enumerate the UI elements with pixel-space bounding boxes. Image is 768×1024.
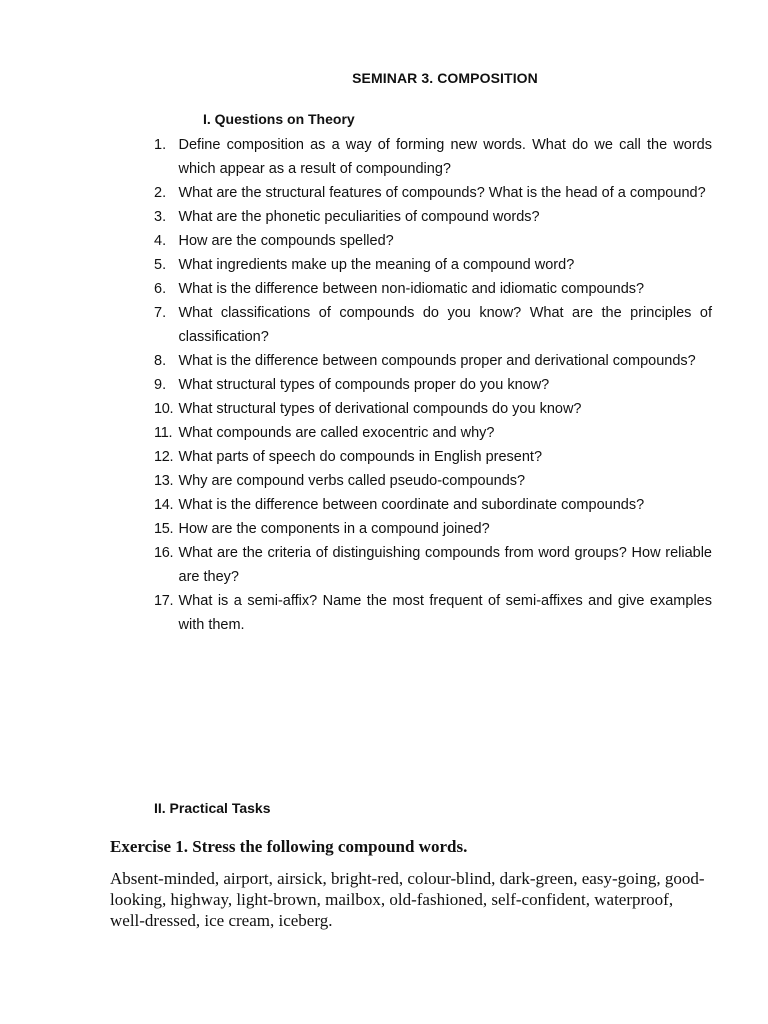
list-item xyxy=(154,133,712,181)
question-number: 15. xyxy=(154,521,174,537)
list-item xyxy=(154,589,712,637)
question-text: What ingredients make up the meaning of a compound word? xyxy=(178,257,575,273)
question-number: 12. xyxy=(154,449,174,465)
question-number: 1. xyxy=(154,137,167,153)
list-item xyxy=(154,397,712,421)
question-text: What compounds are called exocentric and why? xyxy=(178,425,495,441)
question-text: What is the difference between coordinate and subordinate compounds? xyxy=(178,497,645,513)
exercise-heading: Exercise 1. Stress the following compound words. xyxy=(110,837,468,856)
question-text: What is the difference between non-idiomatic and idiomatic compounds? xyxy=(178,281,645,297)
question-number: 2. xyxy=(154,185,167,201)
question-text: What is the difference between compounds proper and derivational compounds? xyxy=(178,353,696,369)
list-item xyxy=(154,421,712,445)
exercise-body: Absent-minded, airport, airsick, bright-red, colour-blind, dark-green, easy-going, good-looking, highway, light-brown, mailbox, old-fashioned, self-confident, waterproof, well-dressed, ice cream, iceberg. xyxy=(110,869,705,930)
questions-list xyxy=(154,133,712,637)
question-number: 17. xyxy=(154,593,174,609)
list-item xyxy=(154,205,712,229)
question-text: What are the phonetic peculiarities of compound words? xyxy=(178,209,540,225)
question-number: 8. xyxy=(154,353,167,369)
question-number: 10. xyxy=(154,401,174,417)
question-number: 5. xyxy=(154,257,167,273)
question-text: Why are compound verbs called pseudo-compounds? xyxy=(178,473,526,489)
question-text: What structural types of derivational compounds do you know? xyxy=(178,401,582,417)
question-number: 16. xyxy=(154,545,174,561)
list-item xyxy=(154,181,712,205)
list-item xyxy=(154,493,712,517)
question-text: What classifications of compounds do you know? What are the principles of classification? xyxy=(178,305,712,345)
section-heading-theory: I. Questions on Theory xyxy=(203,111,355,127)
question-number: 4. xyxy=(154,233,167,249)
question-text: What parts of speech do compounds in English present? xyxy=(178,449,543,465)
question-number: 11. xyxy=(154,425,173,441)
list-item xyxy=(154,469,712,493)
list-item xyxy=(154,229,712,253)
question-number: 7. xyxy=(154,305,167,321)
list-item xyxy=(154,517,712,541)
question-number: 13. xyxy=(154,473,174,489)
question-text: How are the compounds spelled? xyxy=(178,233,394,249)
question-text: What are the criteria of distinguishing compounds from word groups? How reliable are they? xyxy=(178,545,712,585)
page-title: SEMINAR 3. COMPOSITION xyxy=(352,70,538,86)
question-text: What are the structural features of compounds? What is the head of a compound? xyxy=(178,185,706,201)
list-item xyxy=(154,445,712,469)
question-number: 14. xyxy=(154,497,174,513)
list-item xyxy=(154,253,712,277)
list-item xyxy=(154,373,712,397)
question-text: What is a semi-affix? Name the most frequent of semi-affixes and give examples with them. xyxy=(178,593,712,633)
question-text: How are the components in a compound joined? xyxy=(178,521,490,537)
question-number: 6. xyxy=(154,281,167,297)
list-item xyxy=(154,301,712,349)
section-heading-practical: II. Practical Tasks xyxy=(154,800,271,816)
question-number: 9. xyxy=(154,377,167,393)
question-text: What structural types of compounds proper do you know? xyxy=(178,377,550,393)
list-item xyxy=(154,349,712,373)
question-number: 3. xyxy=(154,209,167,225)
list-item xyxy=(154,277,712,301)
list-item xyxy=(154,541,712,589)
question-text: Define composition as a way of forming new words. What do we call the words which appear as a result of compounding? xyxy=(178,137,712,177)
